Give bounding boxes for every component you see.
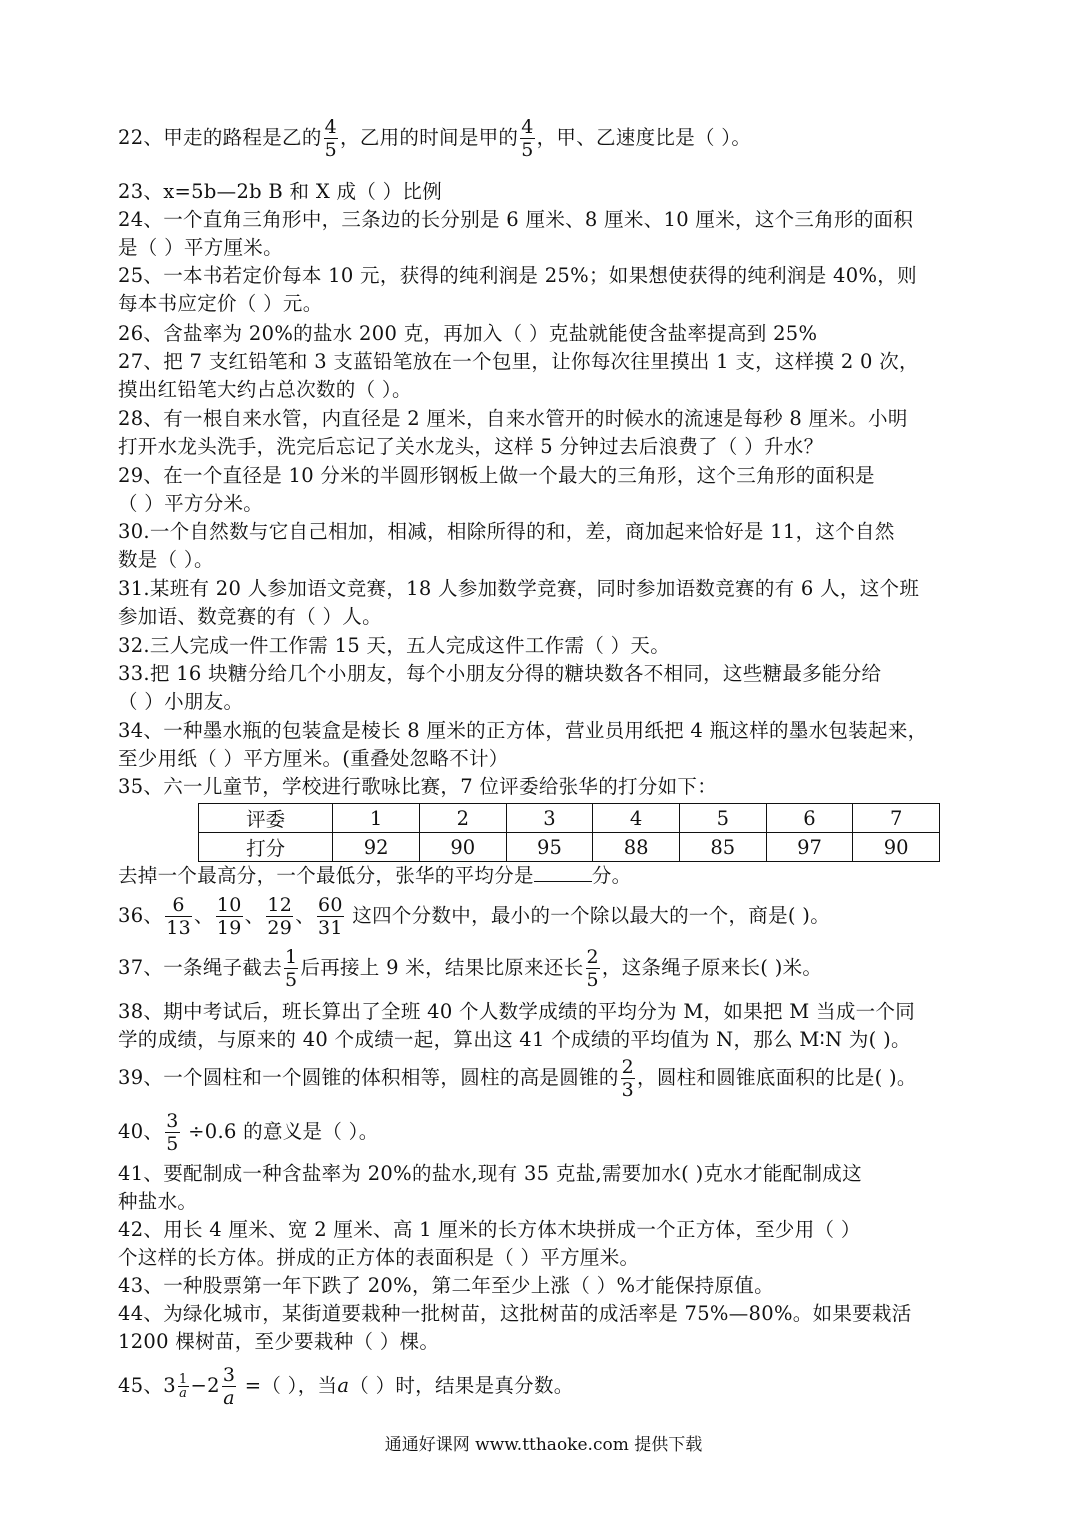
answer-blank bbox=[534, 863, 592, 882]
fraction: $\frac{2}{5}$ bbox=[586, 946, 599, 991]
question-26: 26、含盐率为 20%的盐水 200 克，再加入（ ）克盐就能使含盐率提高到 25% bbox=[118, 322, 818, 345]
fraction: $\frac{4}{5}$ bbox=[521, 116, 534, 161]
question-30: 30.一个自然数与它自己相加，相减，相除所得的和，差，商加起来恰好是 11，这个自然 数是（ ）。 bbox=[118, 520, 895, 571]
question-32: 32.三人完成一件工作需 15 天，五人完成这件工作需（ ）天。 bbox=[118, 634, 671, 657]
question-45: 45、3 $\frac{1}{a}$ −2 $\frac{3}{a}$ =（ ），当a（ ）时，结果是真分数。 bbox=[118, 1364, 574, 1409]
fraction: $\frac{6}{13}$ bbox=[166, 894, 191, 939]
score-table bbox=[198, 803, 940, 862]
fraction: $\frac{1}{a}$ bbox=[178, 1372, 188, 1401]
fraction: $\frac{2}{3}$ bbox=[621, 1056, 635, 1101]
table-cell: 95 bbox=[506, 833, 593, 862]
table-row bbox=[199, 833, 940, 862]
question-35-tail: 去掉一个最高分，一个最低分，张华的平均分是 分。 bbox=[118, 864, 632, 887]
question-41: 41、要配制成一种含盐率为 20%的盐水,现有 35 克盐,需要加水( )克水才能配制成这 种盐水。 bbox=[118, 1162, 862, 1213]
question-25: 25、一本书若定价每本 10 元，获得的纯利润是 25%；如果想使获得的纯利润是 40%，则 每本书应定价（ ）元。 bbox=[118, 264, 917, 315]
fraction: $\frac{3}{a}$ bbox=[222, 1364, 236, 1409]
fraction: $\frac{10}{19}$ bbox=[216, 894, 242, 939]
question-38: 38、期中考试后，班长算出了全班 40 个人数学成绩的平均分为 M，如果把 M 当成一个同 学的成绩，与原来的 40 个成绩一起，算出这 41 个成绩的平均值为 N，那么 M∶N 为( )。 bbox=[118, 1000, 916, 1051]
table-cell: 90 bbox=[419, 833, 506, 862]
table-cell: 7 bbox=[853, 804, 940, 833]
table-row bbox=[199, 804, 940, 833]
table-cell: 5 bbox=[679, 804, 766, 833]
table-cell: 97 bbox=[766, 833, 853, 862]
table-cell: 6 bbox=[766, 804, 853, 833]
question-23: 23、x=5b—2b B 和 X 成（ ）比例 bbox=[118, 180, 443, 203]
question-35-intro: 35、六一儿童节，学校进行歌咏比赛，7 位评委给张华的打分如下： bbox=[118, 775, 718, 798]
table-cell: 2 bbox=[419, 804, 506, 833]
question-42: 42、用长 4 厘米、宽 2 厘米、高 1 厘米的长方体木块拼成一个正方体，至少用（ ） 个这样的长方体。拼成的正方体的表面积是（ ）平方厘米。 bbox=[118, 1218, 861, 1269]
question-28: 28、有一根自来水管，内直径是 2 厘米，自来水管开的时候水的流速是每秒 8 厘米。小明 打开水龙头洗手，洗完后忘记了关水龙头，这样 5 分钟过去后浪费了（ ）升水？ bbox=[118, 407, 908, 458]
question-31: 31.某班有 20 人参加语文竞赛，18 人参加数学竞赛，同时参加语数竞赛的有 6 人，这个班 参加语、数竞赛的有（ ）人。 bbox=[118, 577, 920, 628]
question-29: 29、在一个直径是 10 分米的半圆形钢板上做一个最大的三角形，这个三角形的面积是 （ ）平方分米。 bbox=[118, 464, 875, 515]
question-44: 44、为绿化城市，某街道要栽种一批树苗，这批树苗的成活率是 75%—80%。如果要栽活 1200 棵树苗，至少要栽种（ ）棵。 bbox=[118, 1302, 912, 1353]
question-33: 33.把 16 块糖分给几个小朋友，每个小朋友分得的糖块数各不相同，这些糖最多能分给 （ ）小朋友。 bbox=[118, 662, 882, 713]
table-cell: 评委 bbox=[199, 804, 333, 833]
question-39: 39、一个圆柱和一个圆锥的体积相等，圆柱的高是圆锥的 $\frac{2}{3}$ ，圆柱和圆锥底面积的比是( )。 bbox=[118, 1056, 917, 1101]
fraction: $\frac{1}{5}$ bbox=[285, 946, 298, 991]
question-34: 34、一种墨水瓶的包装盒是棱长 8 厘米的正方体，营业员用纸把 4 瓶这样的墨水包装起来， 至少用纸（ ）平方厘米。(重叠处忽略不计） bbox=[118, 719, 928, 770]
table-cell: 88 bbox=[593, 833, 680, 862]
fraction: $\frac{12}{29}$ bbox=[267, 894, 293, 939]
fraction: $\frac{4}{5}$ bbox=[324, 116, 338, 161]
table-cell: 打分 bbox=[199, 833, 333, 862]
table-cell: 85 bbox=[679, 833, 766, 862]
question-40: 40、 $\frac{3}{5}$ ÷0.6 的意义是（ ）。 bbox=[118, 1110, 379, 1155]
question-27: 27、把 7 支红铅笔和 3 支蓝铅笔放在一个包里，让你每次往里摸出 1 支，这样摸 2 0 次， 摸出红铅笔大约占总次数的（ ）。 bbox=[118, 350, 919, 401]
footer-text: 通通好课网 www.tthaoke.com 提供下载 bbox=[384, 1435, 703, 1455]
table-cell: 92 bbox=[333, 833, 420, 862]
table-cell: 3 bbox=[506, 804, 593, 833]
table-cell: 1 bbox=[333, 804, 420, 833]
fraction: $\frac{60}{31}$ bbox=[318, 894, 343, 939]
table-cell: 90 bbox=[853, 833, 940, 862]
question-22: 22、甲走的路程是乙的 $\frac{4}{5}$ ，乙用的时间是甲的 $\frac{4}{5}$ ，甲、乙速度比是（ ）。 bbox=[118, 116, 752, 161]
table-cell: 4 bbox=[593, 804, 680, 833]
question-36: 36、 $\frac{6}{13}$ 、 $\frac{10}{19}$ 、 $\frac{12}{29}$ 、 $\frac{60}{31}$ 这四个分数中，最小的一个除以最大的一个，商是( )。 bbox=[118, 894, 830, 939]
question-37: 37、一条绳子截去 $\frac{1}{5}$ 后再接上 9 米，结果比原来还长 $\frac{2}{5}$ ，这条绳子原来长( )米。 bbox=[118, 946, 823, 991]
question-43: 43、一种股票第一年下跌了 20%，第二年至少上涨（ ）%才能保持原值。 bbox=[118, 1274, 774, 1297]
fraction: $\frac{3}{5}$ bbox=[166, 1110, 179, 1155]
question-24: 24、一个直角三角形中，三条边的长分别是 6 厘米、8 厘米、10 厘米，这个三角形的面积 是（ ）平方厘米。 bbox=[118, 208, 914, 259]
